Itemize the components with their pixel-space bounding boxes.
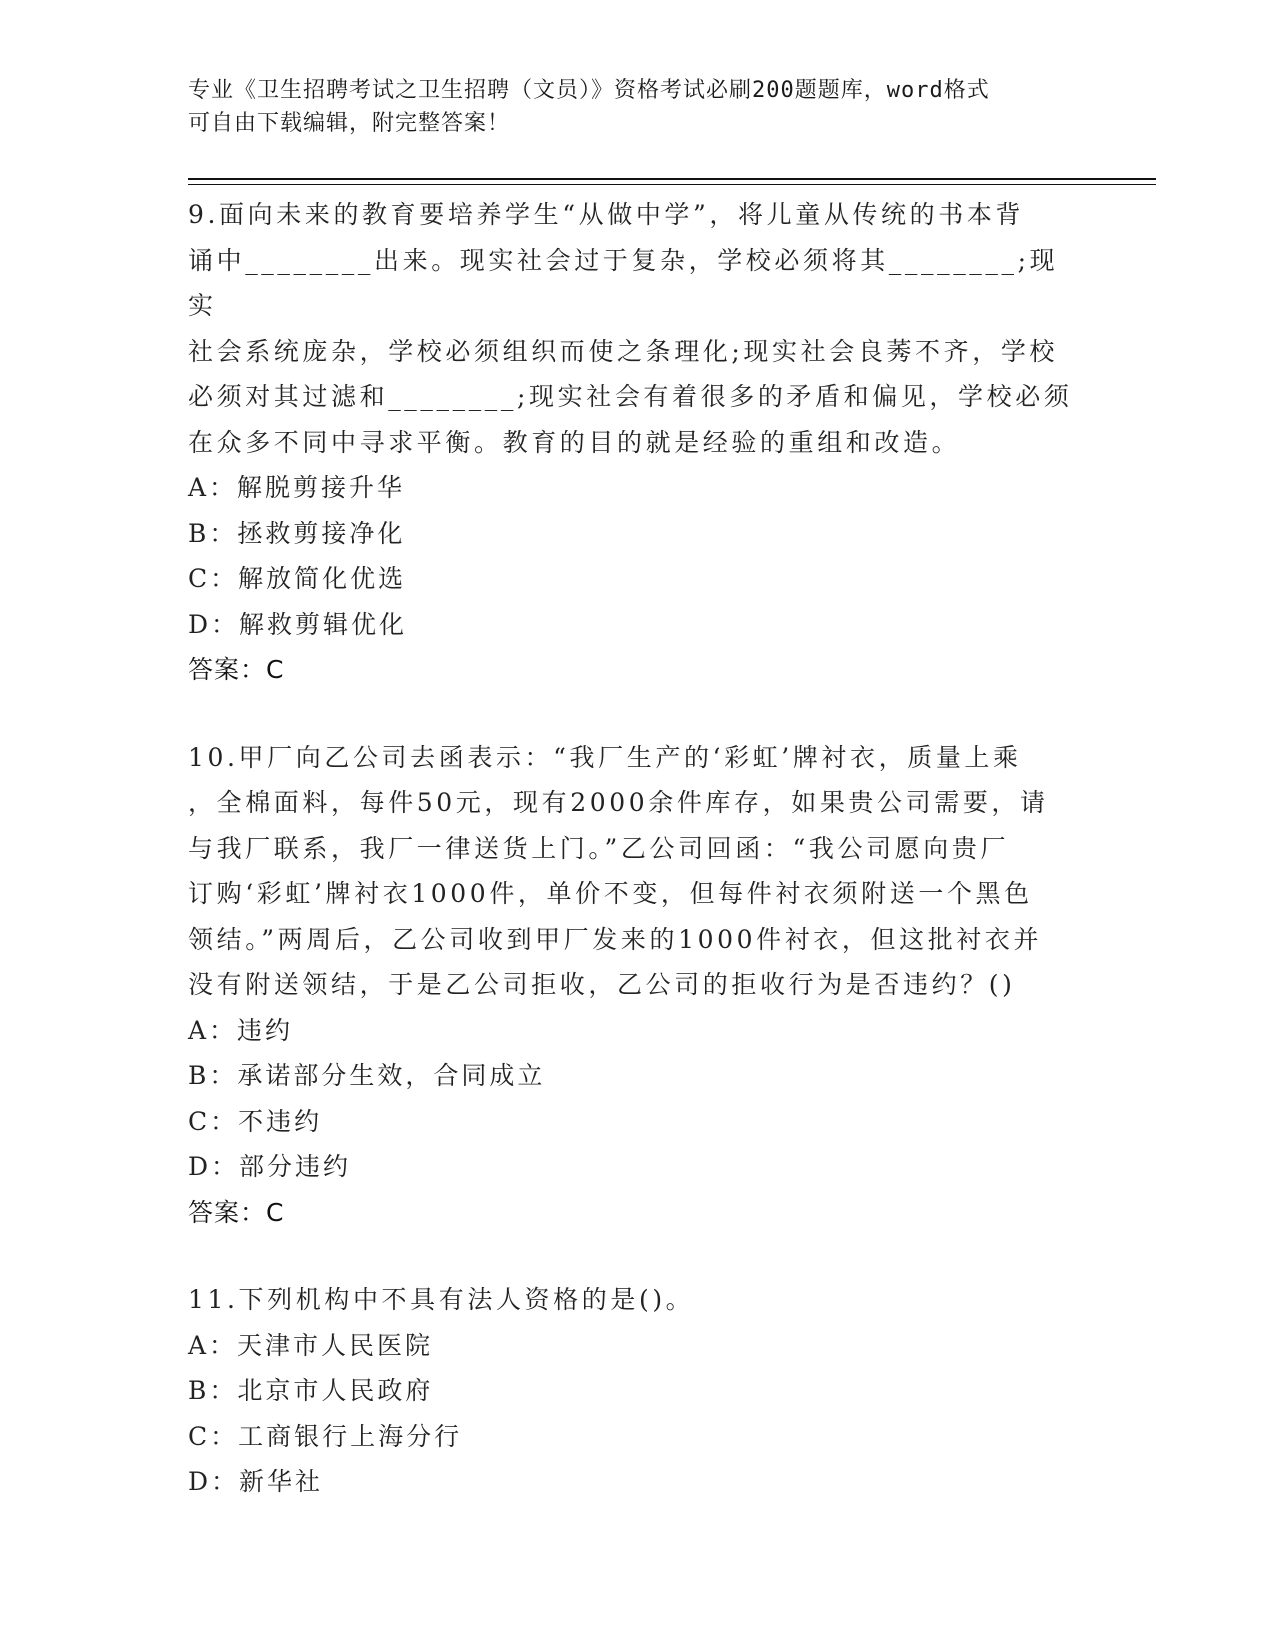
option-c: C：工商银行上海分行 xyxy=(188,1421,463,1451)
option-a: A：天津市人民医院 xyxy=(188,1330,434,1360)
stem-line: 在众多不同中寻求平衡。教育的目的就是经验的重组和改造。 xyxy=(188,427,961,457)
stem-line: 10.甲厂向乙公司去函表示：“我厂生产的‘彩虹’牌衬衣，质量上乘 xyxy=(188,742,1022,772)
question-9 xyxy=(188,192,1078,693)
option-a: A：违约 xyxy=(188,1015,294,1045)
option-d: D：解救剪辑优化 xyxy=(188,609,408,639)
option-b: B：北京市人民政府 xyxy=(188,1376,434,1405)
stem-line: 11.下列机构中不具有法人资格的是()。 xyxy=(188,1285,695,1314)
question-spacer xyxy=(188,1235,1078,1277)
option-d: D：新华社 xyxy=(188,1467,324,1496)
answer-line: 答案：C xyxy=(188,1197,285,1227)
option-a: A：解脱剪接升华 xyxy=(188,473,406,502)
option-c: C：解放简化优选 xyxy=(188,564,407,593)
header-divider-thick xyxy=(188,178,1156,180)
header-line-2: 可自由下载编辑，附完整答案！ xyxy=(188,111,511,136)
option-b: B：承诺部分生效，合同成立 xyxy=(188,1061,546,1090)
option-c: C：不违约 xyxy=(188,1106,323,1136)
question-stem xyxy=(188,192,1078,465)
option-b: B：拯救剪接净化 xyxy=(188,518,406,548)
option-d: D：部分违约 xyxy=(188,1152,352,1181)
answer-line: 答案：C xyxy=(188,655,285,684)
question-spacer xyxy=(188,693,1078,735)
question-stem xyxy=(188,1277,1078,1323)
stem-line: 9.面向未来的教育要培养学生“从做中学”，将儿童从传统的书本背 xyxy=(188,200,1025,229)
question-list xyxy=(188,192,1078,1505)
header-divider-thin xyxy=(188,184,1156,185)
question-stem xyxy=(188,735,1078,1008)
stem-line: 与我厂联系，我厂一律送货上门。”乙公司回函：“我公司愿向贵厂 xyxy=(188,833,1010,863)
stem-line: 社会系统庞杂，学校必须组织而使之条理化;现实社会良莠不齐，学校 xyxy=(188,336,1059,366)
stem-line: 诵中________出来。现实社会过于复杂，学校必须将其________;现实 xyxy=(188,245,1059,320)
question-11 xyxy=(188,1277,1078,1505)
document-header xyxy=(188,74,1068,140)
question-10 xyxy=(188,735,1078,1236)
stem-line: 没有附送领结，于是乙公司拒收，乙公司的拒收行为是否违约？() xyxy=(188,970,1016,999)
stem-line: 必须对其过滤和________;现实社会有着很多的矛盾和偏见，学校必须 xyxy=(188,382,1073,411)
stem-line: 订购‘彩虹’牌衬衣1000件，单价不变，但每件衬衣须附送一个黑色 xyxy=(188,879,1033,908)
stem-line: 领结。”两周后，乙公司收到甲厂发来的1000件衬衣，但这批衬衣并 xyxy=(188,924,1043,954)
header-line-1: 专业《卫生招聘考试之卫生招聘（文员）》资格考试必刷200题题库，word格式 xyxy=(188,78,990,103)
stem-line: ，全棉面料，每件50元，现有2000余件库存，如果贵公司需要，请 xyxy=(188,788,1049,817)
